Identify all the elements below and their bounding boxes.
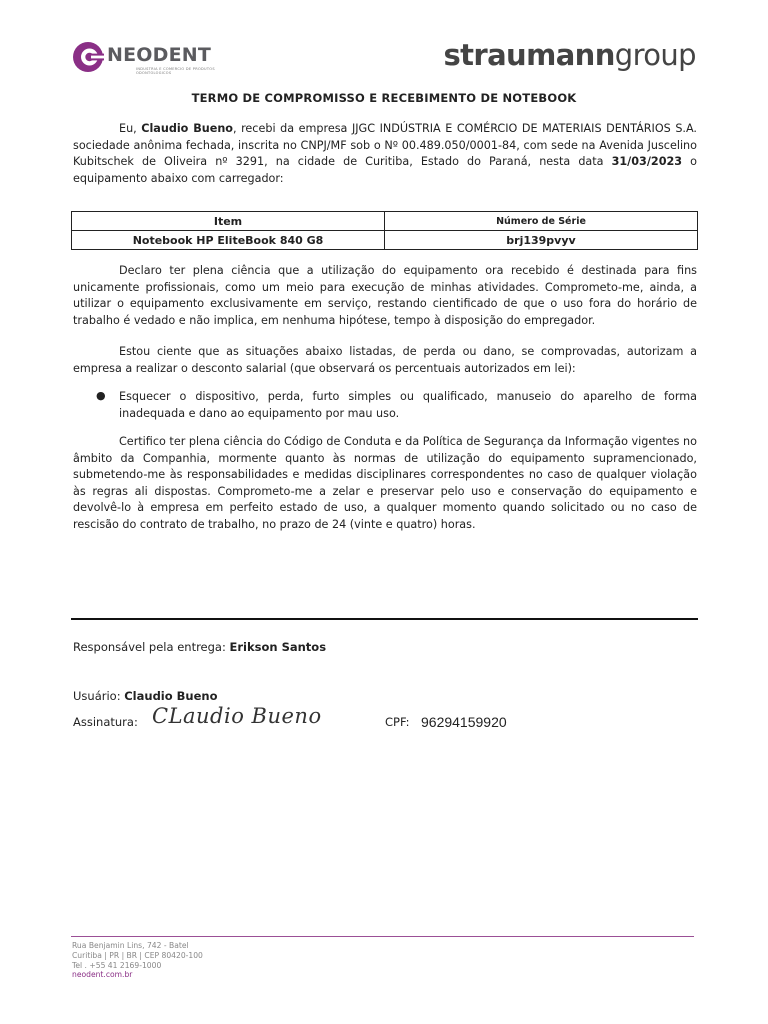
footer-address: Rua Benjamin Lins, 742 - Batel — [72, 941, 189, 950]
signature-divider — [71, 618, 698, 620]
employee-name: Claudio Bueno — [141, 122, 233, 135]
footer-divider — [71, 936, 694, 937]
footer-address-block — [72, 941, 203, 980]
straumann-logo-bold: straumann — [443, 38, 615, 72]
delivery-responsible-label: Responsável pela entrega: — [73, 640, 230, 654]
straumann-group-logo — [443, 38, 696, 72]
handwritten-signature: CLaudio Bueno — [152, 704, 322, 728]
table-cell-serial: brj139pvyv — [385, 231, 698, 250]
equipment-table — [71, 211, 698, 250]
intro-text-2: , recebi da empresa JJGC INDÚSTRIA E COMÉRCIO DE MATERIAIS DENTÁRIOS S.A. sociedade anônima fechada, inscrita no CNPJ/MF sob o Nº 00.489.050/0001-84, com sede na Avenida Juscelino Kubitschek de Oliveira nº 3291, na cidade de Curitiba, Estado do Paraná, nesta data — [73, 122, 697, 168]
user-field — [73, 689, 217, 703]
table-header-row — [72, 212, 698, 231]
delivery-responsible-name: Erikson Santos — [229, 640, 327, 654]
neodent-logo-text: NEODENT — [107, 44, 212, 66]
footer-website-link[interactable]: neodent.com.br — [72, 970, 133, 980]
certification-text: Certifico ter plena ciência do Código de Conduta e da Política de Segurança da Informação vigentes no âmbito da Companhia, mormente quanto às normas de utilização do equipamento supramencionado, submetendo-me às responsabilidades e medidas disciplinares correspondentes no caso de qualquer violação às regras ali dispostas. Comprometo-me a zelar e preservar pelo uso e conservação do equipamento e devolvê-lo à empresa em perfeito estado de uso, a qualquer momento quando solicitado ou no caso de rescisão do contrato de trabalho, no prazo de 24 (vinte e quatro) horas. — [73, 435, 697, 531]
straumann-logo-light: group — [614, 38, 696, 72]
cpf-label: CPF: — [385, 715, 410, 729]
certification-paragraph — [73, 434, 697, 533]
bullet-item-text: Esquecer o dispositivo, perda, furto simples ou qualificado, manuseio do aparelho de forma inadequada e dano ao equipamento por mau uso. — [119, 390, 697, 420]
receipt-date: 31/03/2023 — [611, 155, 683, 168]
intro-text-1: Eu, — [119, 122, 142, 135]
document-title: TERMO DE COMPROMISSO E RECEBIMENTO DE NOTEBOOK — [191, 91, 577, 105]
intro-text-3: o equipamento abaixo com carregador: — [73, 155, 697, 185]
awareness-paragraph — [73, 344, 697, 377]
signature-label: Assinatura: — [73, 715, 138, 729]
declaration-paragraph — [73, 263, 697, 329]
footer-city: Curitiba | PR | BR | CEP 80420-100 — [72, 950, 203, 960]
table-row — [72, 231, 698, 250]
neodent-logo — [72, 41, 222, 75]
table-header-item: Item — [72, 212, 385, 231]
declaration-text: Declaro ter plena ciência que a utilização do equipamento ora recebido é destinada para fins unicamente profissionais, como um meio para execução de minhas atividades. Comprometo-me, ainda, a utilizar o equipamento exclusivamente em serviço, restando cientificado de que o uso fora do horário de trabalho é vedado e não implica, em nenhuma hipótese, tempo à disposição do empregador. — [73, 264, 697, 327]
intro-paragraph — [73, 121, 697, 187]
user-label: Usuário: — [73, 689, 125, 703]
bullet-icon: ● — [96, 389, 106, 402]
table-cell-item: Notebook HP EliteBook 840 G8 — [72, 231, 385, 250]
user-name: Claudio Bueno — [124, 689, 218, 703]
neodent-tagline: INDUSTRIA E COMERCIO DE PRODUTOS ODONTOLOGICOS — [136, 67, 215, 75]
cpf-value: 96294159920 — [421, 714, 507, 730]
footer-phone: Tel . +55 41 2169-1000 — [72, 960, 162, 970]
delivery-responsible-field — [73, 640, 326, 654]
table-header-serial: Número de Série — [385, 212, 698, 231]
awareness-text: Estou ciente que as situações abaixo listadas, de perda ou dano, se comprovadas, autorizam a empresa a realizar o desconto salarial (que observará os percentuais autorizados em lei): — [73, 345, 697, 375]
neodent-logo-mark-icon — [72, 41, 104, 73]
